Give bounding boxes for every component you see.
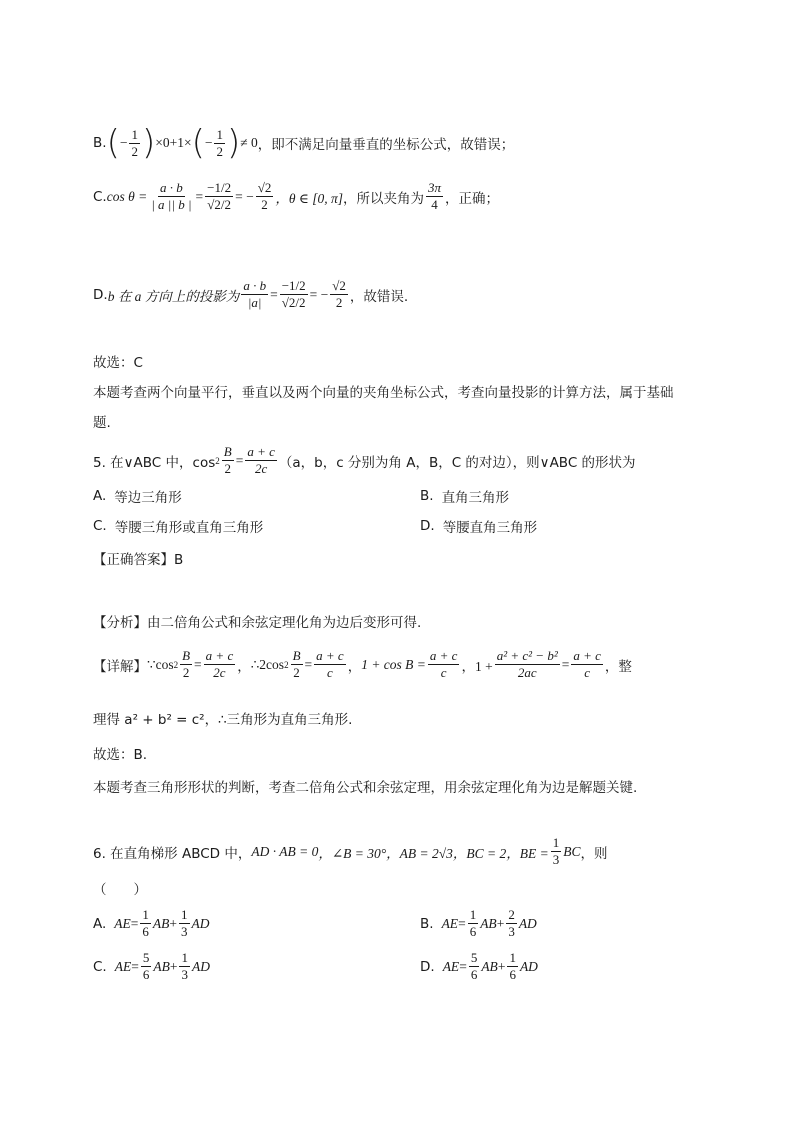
fraction: $\frac{a + c}{c}$ xyxy=(429,648,458,680)
q5-option-a[interactable]: A. 等边三角形 xyxy=(93,488,182,506)
q5-analysis: 【分析】由二倍角公式和余弦定理化角为边后变形可得. xyxy=(93,615,422,631)
q5-option-b[interactable]: B. 直角三角形 xyxy=(420,488,510,506)
q5-detail: 【详解】 ∵cos 2 $\frac{B}{2}$ = $\frac{a + c}{2c}$ ， ∴2cos 2 $\frac{B}{2}$ = $\frac{a + c}{c}$ ， 1 + cos B = $\frac{a + c}{c}$ ，1 + $\frac{\text{a² + c² − b²}}{2ac}$ = $\frac{a + c}{c}$ ，整 xyxy=(93,648,632,680)
option-label: D. xyxy=(93,286,108,303)
q6-option-a[interactable]: A. AE = $\frac{1}{6}$ AB + $\frac{1}{3}$ AD xyxy=(93,907,210,939)
fraction: $\frac{a + c}{c}$ xyxy=(316,648,344,680)
q5-correct-answer: 【正确答案】B xyxy=(93,552,184,568)
fraction: $\frac{1}{6}$ xyxy=(509,950,516,982)
fraction: $\frac{√2}{2}$ xyxy=(257,180,272,212)
fraction: $\frac{a \cdot b}{| a || b |}$ xyxy=(151,180,192,212)
fraction: $\frac{1}{3}$ xyxy=(181,907,188,939)
fraction: $\frac{1}{3}$ xyxy=(552,835,560,867)
q5-detail-line2: 理得 a² + b² = c²，∴三角形为直角三角形. xyxy=(93,712,353,728)
q5-option-d[interactable]: D. 等腰直角三角形 xyxy=(420,518,538,536)
q4-summary-line2: 题. xyxy=(93,415,111,431)
fraction: $\frac{5}{6}$ xyxy=(470,950,478,982)
fraction: $\frac{3\pi}{4}$ xyxy=(428,180,442,212)
q4-answer: 故选：C xyxy=(93,355,143,371)
q4-summary-line1: 本题考查两个向量平行，垂直以及两个向量的夹角坐标公式，考查向量投影的计算方法，属于基础 xyxy=(93,385,674,401)
fraction: $\frac{5}{6}$ xyxy=(142,950,150,982)
fraction: $\frac{1}{2}$ xyxy=(131,126,138,159)
option-label: C. xyxy=(93,188,107,205)
q6-paren: （ ） xyxy=(93,882,147,898)
fraction: $\frac{a + c}{c}$ xyxy=(573,648,601,680)
q6-stem: 6. 在直角梯形 ABCD 中， AD · AB = 0 ，∠B = 30° ，AB = 2√3 ，BC = 2 ，BE = $\frac{1}{3}$ BC ，则 xyxy=(93,835,608,867)
q5-option-c[interactable]: C. 等腰三角形或直角三角形 xyxy=(93,518,264,536)
q6-option-b[interactable]: B. AE = $\frac{1}{6}$ AB + $\frac{2}{3}$ AD xyxy=(420,907,537,939)
q4-option-c: C. cos θ = $\frac{a \cdot b}{| a || b |}$ = $\frac{-1/2}{√2/2}$ = − $\frac{√2}{2}$ ，θ ∈ [0, π] ，所以夹角为 $\frac{3\pi}{4}$ ，正确； xyxy=(93,180,500,212)
fraction: $\frac{B}{2}$ xyxy=(223,444,232,476)
fraction: $\frac{2}{3}$ xyxy=(508,907,515,939)
fraction: $\frac{-1/2}{√2/2}$ xyxy=(281,278,306,310)
q5-answer: 故选：B. xyxy=(93,747,148,763)
q6-option-c[interactable]: C. AE = $\frac{5}{6}$ AB + $\frac{1}{3}$ AD xyxy=(93,950,210,982)
option-label: B. xyxy=(93,135,107,151)
q5-stem: 5. 在∨ABC 中，cos 2 $\frac{B}{2}$ = $\frac{a + c}{2c}$ （a，b，c 分别为角 A，B，C 的对边），则∨ABC 的形状为 xyxy=(93,444,636,476)
q4-option-d: D. b 在 a 方向上的投影为 $\frac{a \cdot b}{|a|}$ = $\frac{-1/2}{√2/2}$ = − $\frac{√2}{2}$ ，故错误. xyxy=(93,278,409,310)
fraction: $\frac{1}{2}$ xyxy=(216,126,223,159)
q5-summary: 本题考查三角形形状的判断，考查二倍角公式和余弦定理，用余弦定理化角为边是解题关键. xyxy=(93,780,638,796)
fraction: $\frac{√2}{2}$ xyxy=(332,278,346,310)
fraction: $\frac{1}{6}$ xyxy=(469,907,477,939)
fraction: $\frac{a + c}{2c}$ xyxy=(247,444,275,476)
fraction: $\frac{-1/2}{√2/2}$ xyxy=(207,180,232,212)
fraction: $\frac{B}{2}$ xyxy=(292,648,301,680)
q6-option-d[interactable]: D. AE = $\frac{5}{6}$ AB + $\frac{1}{6}$ AD xyxy=(420,950,538,982)
fraction: $\frac{a \cdot b}{|a|}$ xyxy=(243,278,267,310)
fraction: $\frac{1}{3}$ xyxy=(181,950,188,982)
fraction: $\frac{a + c}{2c}$ xyxy=(205,648,234,680)
q4-option-b: B. ( − $\frac{1}{2}$ ) ×0+1× ( − $\frac{1}{2}$ ) ≠ 0 ，即不满足向量垂直的坐标公式，故错误； xyxy=(93,123,515,163)
fraction: $\frac{1}{6}$ xyxy=(142,907,149,939)
fraction: $\frac{\text{a² + c² − b²}}{2ac}$ xyxy=(496,648,558,680)
fraction: $\frac{B}{2}$ xyxy=(182,648,191,680)
